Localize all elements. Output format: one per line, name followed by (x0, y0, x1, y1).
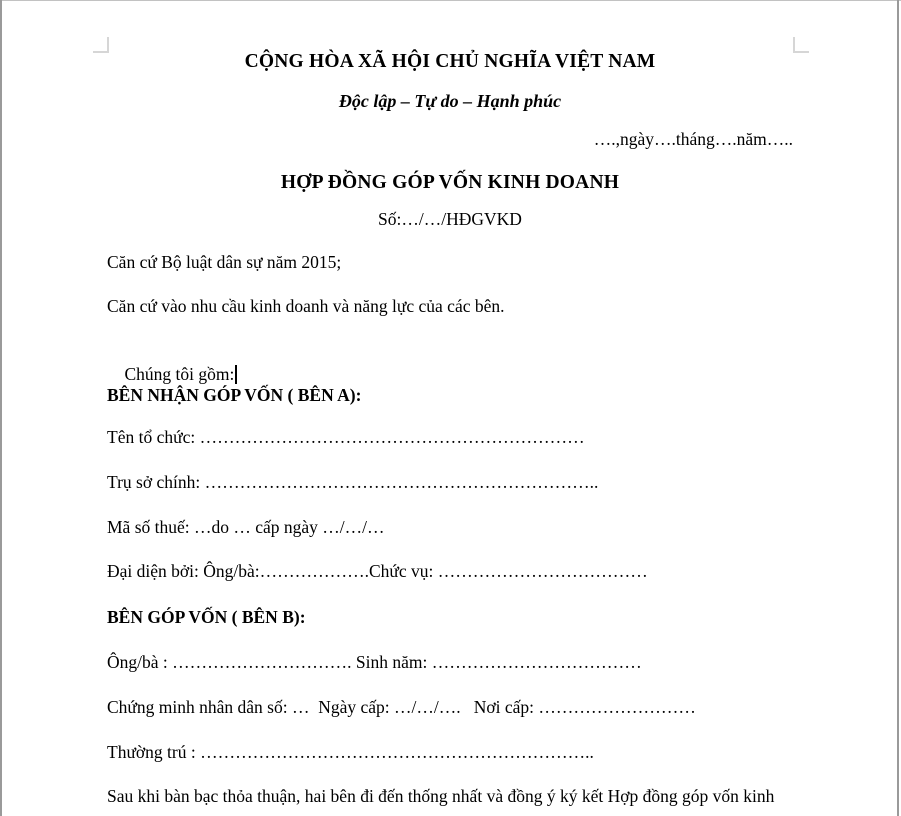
date-placeholder-line[interactable]: ….,ngày….tháng….năm….. (593, 129, 793, 149)
margin-crop-mark-top-right (793, 37, 809, 53)
text-cursor (235, 365, 237, 384)
national-motto[interactable]: Độc lập – Tự do – Hạnh phúc (338, 91, 562, 111)
party-a-head-office[interactable]: Trụ sở chính: ………………………………………………………….. (107, 472, 599, 492)
party-b-residence[interactable]: Thường trú : ………………………………………………………….. (107, 742, 594, 762)
party-a-heading[interactable]: BÊN NHẬN GÓP VỐN ( BÊN A): (107, 385, 362, 405)
parties-intro-text: Chúng tôi gồm: (124, 364, 235, 384)
party-b-id-card[interactable]: Chứng minh nhân dân số: … Ngày cấp: …/…/…. Nơi cấp: ……………………… (107, 697, 696, 717)
agreement-intro[interactable]: Sau khi bàn bạc thỏa thuận, hai bên đi đến thống nhất và đồng ý ký kết Hợp đồng góp vốn kinh (107, 786, 775, 806)
party-b-heading[interactable]: BÊN GÓP VỐN ( BÊN B): (107, 607, 306, 627)
contract-title[interactable]: HỢP ĐỒNG GÓP VỐN KINH DOANH (280, 172, 620, 193)
contract-number[interactable]: Số:…/…/HĐGVKD (378, 209, 522, 229)
parties-intro[interactable] (107, 338, 237, 384)
legal-basis-civil-code[interactable]: Căn cứ Bộ luật dân sự năm 2015; (107, 252, 342, 272)
party-a-representative[interactable]: Đại diện bởi: Ông/bà:……………….Chức vụ: ……………………………… (107, 561, 648, 581)
party-a-organization-name[interactable]: Tên tổ chức: ………………………………………………………… (107, 427, 585, 447)
page-edge-top (0, 0, 901, 1)
party-b-person[interactable]: Ông/bà : …………………………. Sinh năm: ……………………………… (107, 652, 642, 672)
legal-basis-business-need[interactable]: Căn cứ vào nhu cầu kinh doanh và năng lực của các bên. (107, 296, 505, 316)
party-a-tax-code[interactable]: Mã số thuế: …do … cấp ngày …/…/… (107, 517, 385, 537)
national-title[interactable]: CỘNG HÒA XÃ HỘI CHỦ NGHĨA VIỆT NAM (244, 51, 656, 72)
page-edge-right (897, 0, 899, 816)
page-edge-left (0, 0, 2, 816)
